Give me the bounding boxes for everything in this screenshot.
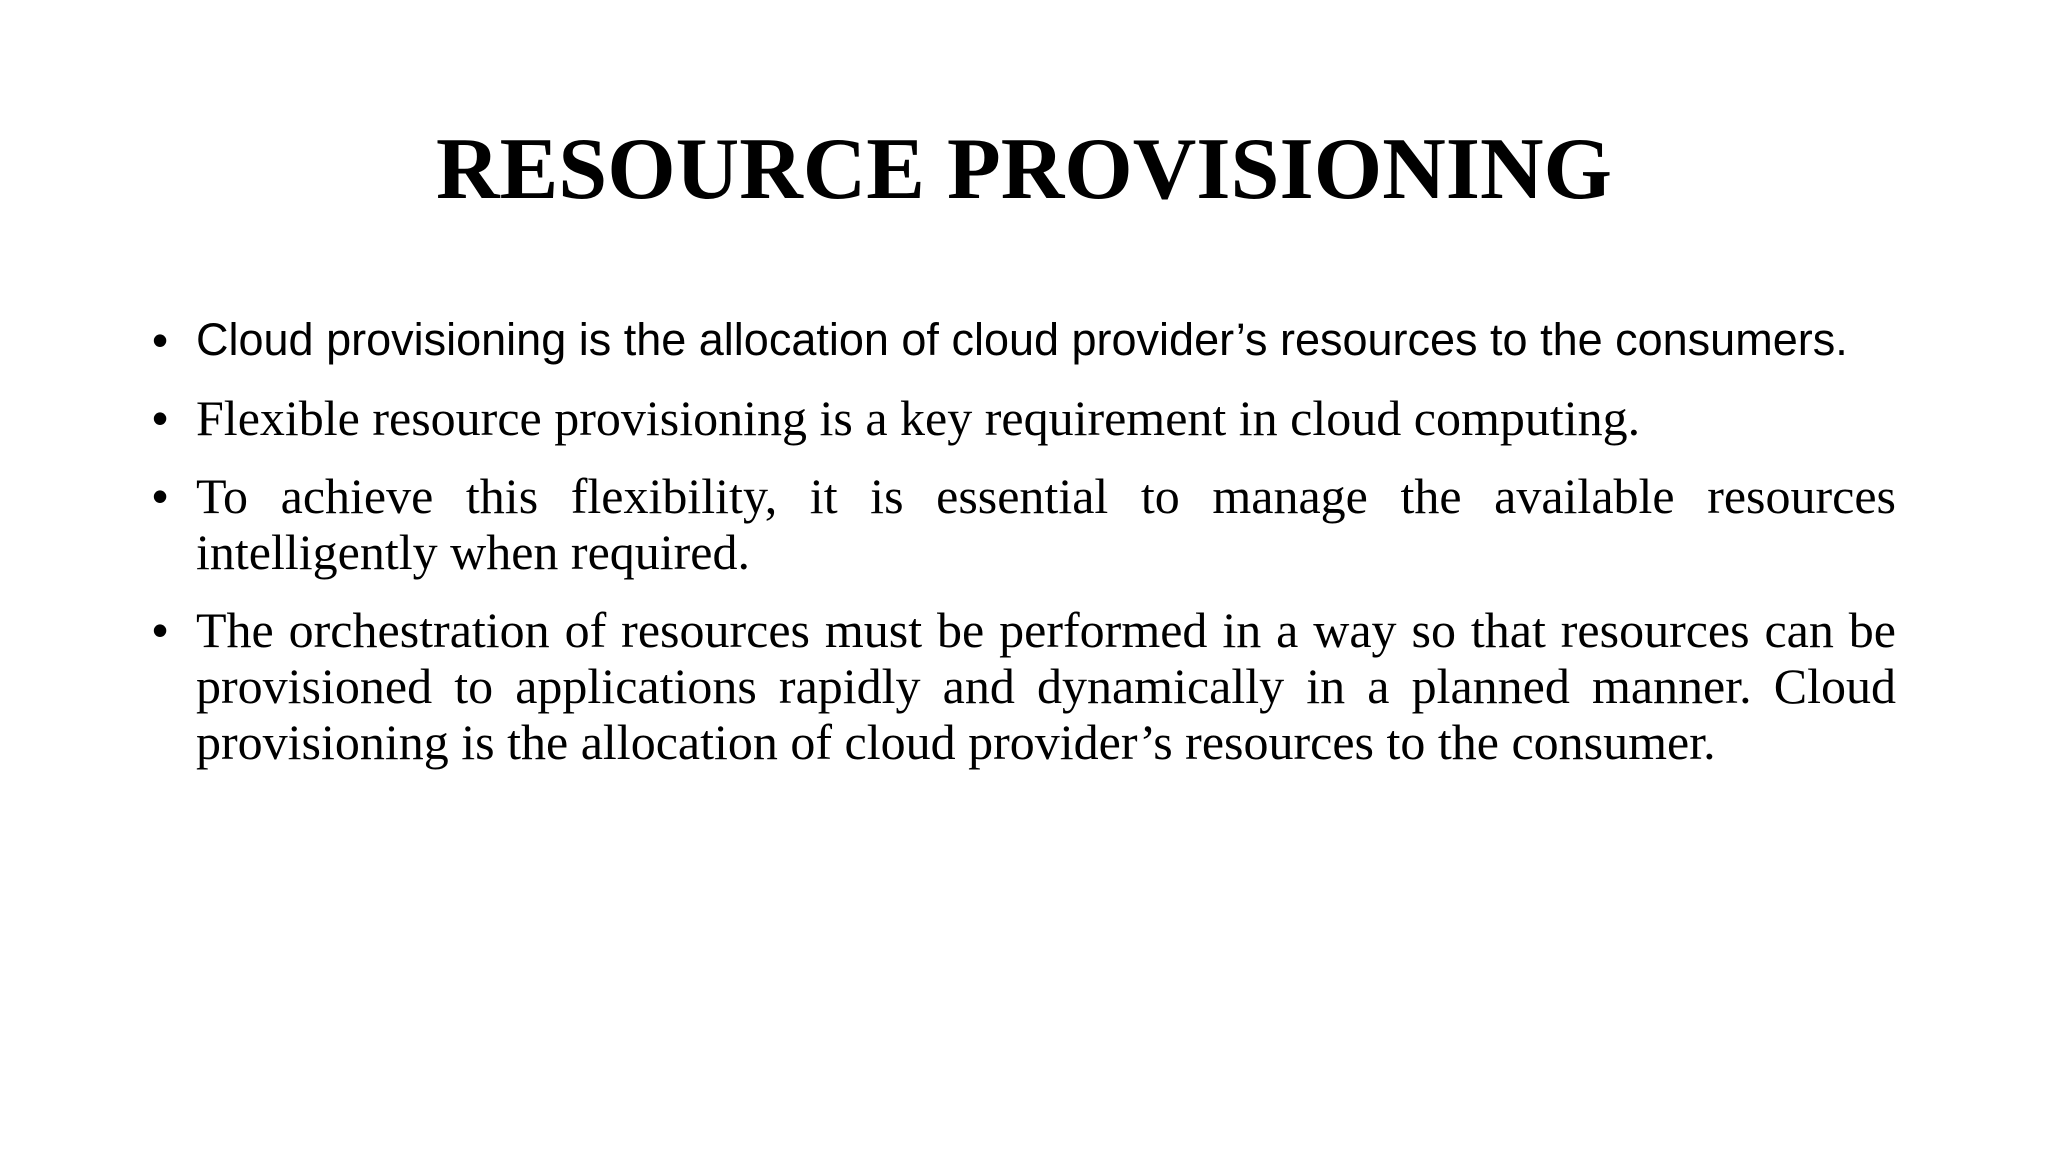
bullet-text: Cloud provisioning is the allocation of cloud provider’s resources to the consumers. <box>196 314 1848 365</box>
bullet-text: The orchestration of resources must be performed in a way so that resources can be provisioned to applications rapidly and dynamically in a planned manner. Cloud provisioning is the allocation of cloud provider’s resources to the consumer. <box>196 602 1896 770</box>
slide-title: RESOURCE PROVISIONING <box>436 121 1612 218</box>
bullet-item <box>152 602 1896 770</box>
bullet-dot-icon: • <box>152 470 169 522</box>
bullet-text: Flexible resource provisioning is a key requirement in cloud computing. <box>196 390 1641 446</box>
bullet-dot-icon: • <box>152 314 169 366</box>
bullet-list <box>152 312 1896 792</box>
bullet-item <box>152 312 1896 368</box>
bullet-dot-icon: • <box>152 392 169 444</box>
bullet-text: To achieve this flexibility, it is essential to manage the available resources intelligently when required. <box>196 468 1896 580</box>
bullet-item <box>152 390 1896 446</box>
bullet-dot-icon: • <box>152 604 169 656</box>
bullet-item <box>152 468 1896 580</box>
